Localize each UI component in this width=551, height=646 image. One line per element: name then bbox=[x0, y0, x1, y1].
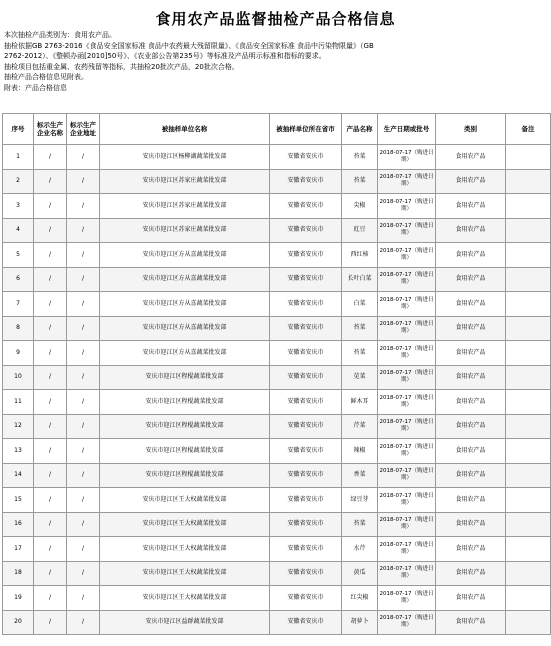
col-remarks-cell bbox=[506, 365, 551, 390]
col-sampled-unit-cell: 安庆市迎江区益群蔬菜批发部 bbox=[100, 610, 270, 635]
col-date-batch-header: 生产日期或批号 bbox=[378, 114, 436, 145]
col-sampled-location-cell: 安徽省安庆市 bbox=[270, 194, 342, 219]
col-producer-address-cell: / bbox=[67, 586, 100, 611]
col-date-batch-cell: 2018-07-17（购进日期） bbox=[378, 169, 436, 194]
col-remarks-cell bbox=[506, 586, 551, 611]
col-producer-address-cell: / bbox=[67, 610, 100, 635]
col-number-cell: 14 bbox=[3, 463, 34, 488]
col-category-cell: 食用农产品 bbox=[436, 390, 506, 415]
col-sampled-unit-cell: 安庆市迎江区王大权蔬菜批发部 bbox=[100, 561, 270, 586]
col-sampled-unit-cell: 安庆市迎江区苏家庄蔬菜批发部 bbox=[100, 218, 270, 243]
table-row bbox=[3, 316, 551, 341]
col-sampled-unit-cell: 安庆市迎江区王大权蔬菜批发部 bbox=[100, 488, 270, 513]
col-category-cell: 食用农产品 bbox=[436, 292, 506, 317]
col-category-cell: 食用农产品 bbox=[436, 316, 506, 341]
col-product-name-cell: 胡萝卜 bbox=[342, 610, 378, 635]
col-date-batch-cell: 2018-07-17（购进日期） bbox=[378, 316, 436, 341]
col-date-batch-cell: 2018-07-17（购进日期） bbox=[378, 610, 436, 635]
col-remarks-cell bbox=[506, 316, 551, 341]
col-product-name-cell: 苔菜 bbox=[342, 341, 378, 366]
table-row bbox=[3, 267, 551, 292]
col-number-cell: 17 bbox=[3, 537, 34, 562]
col-date-batch-cell: 2018-07-17（购进日期） bbox=[378, 488, 436, 513]
col-remarks-cell bbox=[506, 218, 551, 243]
note-line: 本次抽检产品类别为：食用农产品。 bbox=[4, 31, 116, 39]
col-sampled-unit-cell: 安庆市迎江区方从喜蔬菜批发部 bbox=[100, 267, 270, 292]
col-category-cell: 食用农产品 bbox=[436, 610, 506, 635]
col-sampled-location-cell: 安徽省安庆市 bbox=[270, 341, 342, 366]
col-product-name-cell: 苋菜 bbox=[342, 365, 378, 390]
col-date-batch-cell: 2018-07-17（购进日期） bbox=[378, 561, 436, 586]
col-product-name-header: 产品名称 bbox=[342, 114, 378, 145]
col-category-cell: 食用农产品 bbox=[436, 267, 506, 292]
col-date-batch-cell: 2018-07-17（购进日期） bbox=[378, 512, 436, 537]
col-date-batch-cell: 2018-07-17（购进日期） bbox=[378, 341, 436, 366]
col-producer-address-cell: / bbox=[67, 218, 100, 243]
col-sampled-location-cell: 安徽省安庆市 bbox=[270, 243, 342, 268]
col-sampled-location-cell: 安徽省安庆市 bbox=[270, 610, 342, 635]
col-category-cell: 食用农产品 bbox=[436, 414, 506, 439]
table-row bbox=[3, 537, 551, 562]
table-row bbox=[3, 365, 551, 390]
note-line: 抽检依据GB 2763-2016《食品安全国家标准 食品中农药最大残留限量》、《食品安全国家标准 食品中污染物限量》（GB bbox=[4, 41, 374, 50]
col-number-cell: 11 bbox=[3, 390, 34, 415]
table-row bbox=[3, 463, 551, 488]
table-row bbox=[3, 390, 551, 415]
col-remarks-header: 备注 bbox=[506, 114, 551, 145]
col-sampled-unit-cell: 安庆市迎江区杨柳湖蔬菜批发部 bbox=[100, 145, 270, 170]
col-producer-address-cell: / bbox=[67, 194, 100, 219]
notes-section bbox=[4, 30, 548, 93]
col-number-cell: 18 bbox=[3, 561, 34, 586]
col-remarks-cell bbox=[506, 145, 551, 170]
col-remarks-cell bbox=[506, 390, 551, 415]
col-producer-name-cell: / bbox=[34, 439, 67, 464]
col-category-cell: 食用农产品 bbox=[436, 512, 506, 537]
col-remarks-cell bbox=[506, 463, 551, 488]
col-producer-name-cell: / bbox=[34, 218, 67, 243]
col-product-name-cell: 芹菜 bbox=[342, 414, 378, 439]
col-sampled-location-cell: 安徽省安庆市 bbox=[270, 463, 342, 488]
col-producer-name-cell: / bbox=[34, 610, 67, 635]
col-producer-name-cell: / bbox=[34, 463, 67, 488]
col-product-name-cell: 水芹 bbox=[342, 537, 378, 562]
col-producer-name-cell: / bbox=[34, 561, 67, 586]
col-category-cell: 食用农产品 bbox=[436, 243, 506, 268]
col-category-cell: 食用农产品 bbox=[436, 561, 506, 586]
col-category-header: 类别 bbox=[436, 114, 506, 145]
col-sampled-location-cell: 安徽省安庆市 bbox=[270, 390, 342, 415]
col-producer-name-cell: / bbox=[34, 169, 67, 194]
col-sampled-unit-cell: 安庆市迎江区苏家庄蔬菜批发部 bbox=[100, 169, 270, 194]
note-line: 2762-2012）、《整顿办函[2010]50号》、《农业部公告第235号》等标准及产品明示标准和指标的要求。 bbox=[4, 52, 326, 60]
col-sampled-location-cell: 安徽省安庆市 bbox=[270, 365, 342, 390]
col-date-batch-cell: 2018-07-17（购进日期） bbox=[378, 292, 436, 317]
col-number-cell: 9 bbox=[3, 341, 34, 366]
col-producer-address-cell: / bbox=[67, 316, 100, 341]
col-producer-address-header: 标示生产企业地址 bbox=[67, 114, 100, 145]
col-sampled-location-cell: 安徽省安庆市 bbox=[270, 488, 342, 513]
table-row bbox=[3, 488, 551, 513]
note-line: 抽检项目包括重金属、农药残留等指标，共抽检20批次产品，20批次合格。 bbox=[4, 62, 239, 71]
table-row bbox=[3, 439, 551, 464]
col-remarks-cell bbox=[506, 169, 551, 194]
table-row bbox=[3, 145, 551, 170]
col-producer-name-cell: / bbox=[34, 537, 67, 562]
col-sampled-unit-cell: 安庆市迎江区程棍蔬菜批发部 bbox=[100, 390, 270, 415]
col-sampled-location-cell: 安徽省安庆市 bbox=[270, 586, 342, 611]
col-sampled-unit-cell: 安庆市迎江区方从喜蔬菜批发部 bbox=[100, 316, 270, 341]
col-producer-address-cell: / bbox=[67, 267, 100, 292]
col-date-batch-cell: 2018-07-17（购进日期） bbox=[378, 243, 436, 268]
col-producer-name-header: 标示生产企业名称 bbox=[34, 114, 67, 145]
col-category-cell: 食用农产品 bbox=[436, 439, 506, 464]
col-product-name-cell: 鲜木耳 bbox=[342, 390, 378, 415]
col-number-cell: 1 bbox=[3, 145, 34, 170]
col-remarks-cell bbox=[506, 512, 551, 537]
col-remarks-cell bbox=[506, 414, 551, 439]
col-producer-address-cell: / bbox=[67, 145, 100, 170]
col-product-name-cell: 白菜 bbox=[342, 292, 378, 317]
col-remarks-cell bbox=[506, 267, 551, 292]
col-sampled-unit-cell: 安庆市迎江区方从喜蔬菜批发部 bbox=[100, 292, 270, 317]
col-date-batch-cell: 2018-07-17（购进日期） bbox=[378, 414, 436, 439]
col-sampled-location-cell: 安徽省安庆市 bbox=[270, 561, 342, 586]
col-producer-name-cell: / bbox=[34, 586, 67, 611]
table-row bbox=[3, 169, 551, 194]
col-date-batch-cell: 2018-07-17（购进日期） bbox=[378, 145, 436, 170]
col-date-batch-cell: 2018-07-17（购进日期） bbox=[378, 194, 436, 219]
col-sampled-unit-cell: 安庆市迎江区方从喜蔬菜批发部 bbox=[100, 243, 270, 268]
col-date-batch-cell: 2018-07-17（购进日期） bbox=[378, 439, 436, 464]
col-category-cell: 食用农产品 bbox=[436, 218, 506, 243]
results-table-container bbox=[2, 113, 550, 635]
col-category-cell: 食用农产品 bbox=[436, 365, 506, 390]
col-producer-name-cell: / bbox=[34, 341, 67, 366]
table-row bbox=[3, 610, 551, 635]
col-sampled-unit-cell: 安庆市迎江区程棍蔬菜批发部 bbox=[100, 365, 270, 390]
col-sampled-location-cell: 安徽省安庆市 bbox=[270, 218, 342, 243]
col-category-cell: 食用农产品 bbox=[436, 488, 506, 513]
note-line: 附表：产品合格信息 bbox=[4, 83, 67, 92]
table-row bbox=[3, 243, 551, 268]
col-remarks-cell bbox=[506, 194, 551, 219]
col-producer-address-cell: / bbox=[67, 365, 100, 390]
col-number-cell: 20 bbox=[3, 610, 34, 635]
col-remarks-cell bbox=[506, 292, 551, 317]
col-number-cell: 4 bbox=[3, 218, 34, 243]
col-number-cell: 5 bbox=[3, 243, 34, 268]
col-producer-address-cell: / bbox=[67, 169, 100, 194]
col-remarks-cell bbox=[506, 243, 551, 268]
col-remarks-cell bbox=[506, 610, 551, 635]
col-date-batch-cell: 2018-07-17（购进日期） bbox=[378, 267, 436, 292]
col-sampled-location-cell: 安徽省安庆市 bbox=[270, 537, 342, 562]
table-body bbox=[3, 145, 551, 635]
col-sampled-location-cell: 安徽省安庆市 bbox=[270, 316, 342, 341]
col-product-name-cell: 苔菜 bbox=[342, 169, 378, 194]
results-table bbox=[2, 113, 551, 635]
col-producer-name-cell: / bbox=[34, 414, 67, 439]
col-product-name-cell: 绿豆芽 bbox=[342, 488, 378, 513]
col-sampled-location-cell: 安徽省安庆市 bbox=[270, 439, 342, 464]
col-product-name-cell: 香菜 bbox=[342, 463, 378, 488]
col-producer-name-cell: / bbox=[34, 292, 67, 317]
col-producer-address-cell: / bbox=[67, 390, 100, 415]
col-producer-name-cell: / bbox=[34, 488, 67, 513]
col-number-cell: 3 bbox=[3, 194, 34, 219]
col-number-cell: 10 bbox=[3, 365, 34, 390]
col-sampled-location-cell: 安徽省安庆市 bbox=[270, 292, 342, 317]
col-producer-name-cell: / bbox=[34, 390, 67, 415]
table-row bbox=[3, 292, 551, 317]
col-category-cell: 食用农产品 bbox=[436, 586, 506, 611]
col-product-name-cell: 尖椒 bbox=[342, 194, 378, 219]
table-row bbox=[3, 561, 551, 586]
col-sampled-unit-cell: 安庆市迎江区方从喜蔬菜批发部 bbox=[100, 341, 270, 366]
col-number-cell: 19 bbox=[3, 586, 34, 611]
col-remarks-cell bbox=[506, 488, 551, 513]
col-sampled-location-cell: 安徽省安庆市 bbox=[270, 169, 342, 194]
col-number-cell: 7 bbox=[3, 292, 34, 317]
col-producer-name-cell: / bbox=[34, 145, 67, 170]
col-product-name-cell: 黄瓜 bbox=[342, 561, 378, 586]
col-product-name-cell: 豇豆 bbox=[342, 218, 378, 243]
col-date-batch-cell: 2018-07-17（购进日期） bbox=[378, 390, 436, 415]
col-producer-address-cell: / bbox=[67, 243, 100, 268]
col-date-batch-cell: 2018-07-17（购进日期） bbox=[378, 218, 436, 243]
col-producer-name-cell: / bbox=[34, 365, 67, 390]
col-date-batch-cell: 2018-07-17（购进日期） bbox=[378, 537, 436, 562]
col-sampled-unit-cell: 安庆市迎江区苏家庄蔬菜批发部 bbox=[100, 194, 270, 219]
col-number-cell: 2 bbox=[3, 169, 34, 194]
col-producer-address-cell: / bbox=[67, 463, 100, 488]
col-product-name-cell: 苔菜 bbox=[342, 316, 378, 341]
table-row bbox=[3, 218, 551, 243]
page-title: 食用农产品监督抽检产品合格信息 bbox=[155, 10, 396, 28]
col-date-batch-cell: 2018-07-17（购进日期） bbox=[378, 365, 436, 390]
col-producer-address-cell: / bbox=[67, 488, 100, 513]
col-number-cell: 12 bbox=[3, 414, 34, 439]
col-category-cell: 食用农产品 bbox=[436, 169, 506, 194]
col-producer-name-cell: / bbox=[34, 316, 67, 341]
table-row bbox=[3, 341, 551, 366]
col-number-cell: 8 bbox=[3, 316, 34, 341]
col-product-name-cell: 辣椒 bbox=[342, 439, 378, 464]
col-sampled-unit-cell: 安庆市迎江区王大权蔬菜批发部 bbox=[100, 586, 270, 611]
col-number-cell: 13 bbox=[3, 439, 34, 464]
col-sampled-location-cell: 安徽省安庆市 bbox=[270, 512, 342, 537]
col-remarks-cell bbox=[506, 537, 551, 562]
col-category-cell: 食用农产品 bbox=[436, 463, 506, 488]
col-number-cell: 15 bbox=[3, 488, 34, 513]
col-product-name-cell: 苔菜 bbox=[342, 145, 378, 170]
col-number-cell: 6 bbox=[3, 267, 34, 292]
col-sampled-location-cell: 安徽省安庆市 bbox=[270, 145, 342, 170]
col-producer-address-cell: / bbox=[67, 414, 100, 439]
col-sampled-location-cell: 安徽省安庆市 bbox=[270, 414, 342, 439]
table-header-row bbox=[3, 114, 551, 145]
col-product-name-cell: 苔菜 bbox=[342, 512, 378, 537]
col-product-name-cell: 红尖椒 bbox=[342, 586, 378, 611]
col-producer-name-cell: / bbox=[34, 267, 67, 292]
col-sampled-unit-cell: 安庆市迎江区程棍蔬菜批发部 bbox=[100, 414, 270, 439]
col-sampled-location-header: 被抽样单位所在省市 bbox=[270, 114, 342, 145]
table-row bbox=[3, 194, 551, 219]
col-date-batch-cell: 2018-07-17（购进日期） bbox=[378, 463, 436, 488]
table-row bbox=[3, 414, 551, 439]
col-date-batch-cell: 2018-07-17（购进日期） bbox=[378, 586, 436, 611]
col-number-cell: 16 bbox=[3, 512, 34, 537]
col-category-cell: 食用农产品 bbox=[436, 341, 506, 366]
col-remarks-cell bbox=[506, 341, 551, 366]
col-sampled-unit-cell: 安庆市迎江区王大权蔬菜批发部 bbox=[100, 537, 270, 562]
note-line: 抽检产品合格信息见附表。 bbox=[4, 73, 88, 81]
col-producer-name-cell: / bbox=[34, 243, 67, 268]
col-product-name-cell: 长叶白菜 bbox=[342, 267, 378, 292]
col-category-cell: 食用农产品 bbox=[436, 537, 506, 562]
col-category-cell: 食用农产品 bbox=[436, 194, 506, 219]
col-producer-name-cell: / bbox=[34, 512, 67, 537]
col-sampled-unit-cell: 安庆市迎江区程棍蔬菜批发部 bbox=[100, 463, 270, 488]
col-sampled-unit-cell: 安庆市迎江区程棍蔬菜批发部 bbox=[100, 439, 270, 464]
col-sampled-unit-header: 被抽样单位名称 bbox=[100, 114, 270, 145]
table-row bbox=[3, 586, 551, 611]
col-sampled-location-cell: 安徽省安庆市 bbox=[270, 267, 342, 292]
col-producer-address-cell: / bbox=[67, 512, 100, 537]
col-remarks-cell bbox=[506, 561, 551, 586]
col-product-name-cell: 西红柿 bbox=[342, 243, 378, 268]
table-row bbox=[3, 512, 551, 537]
col-producer-address-cell: / bbox=[67, 292, 100, 317]
col-sampled-unit-cell: 安庆市迎江区王大权蔬菜批发部 bbox=[100, 512, 270, 537]
col-producer-address-cell: / bbox=[67, 439, 100, 464]
col-producer-address-cell: / bbox=[67, 537, 100, 562]
col-producer-address-cell: / bbox=[67, 561, 100, 586]
col-producer-address-cell: / bbox=[67, 341, 100, 366]
col-remarks-cell bbox=[506, 439, 551, 464]
col-category-cell: 食用农产品 bbox=[436, 145, 506, 170]
col-producer-name-cell: / bbox=[34, 194, 67, 219]
col-number-header: 序号 bbox=[3, 114, 34, 145]
